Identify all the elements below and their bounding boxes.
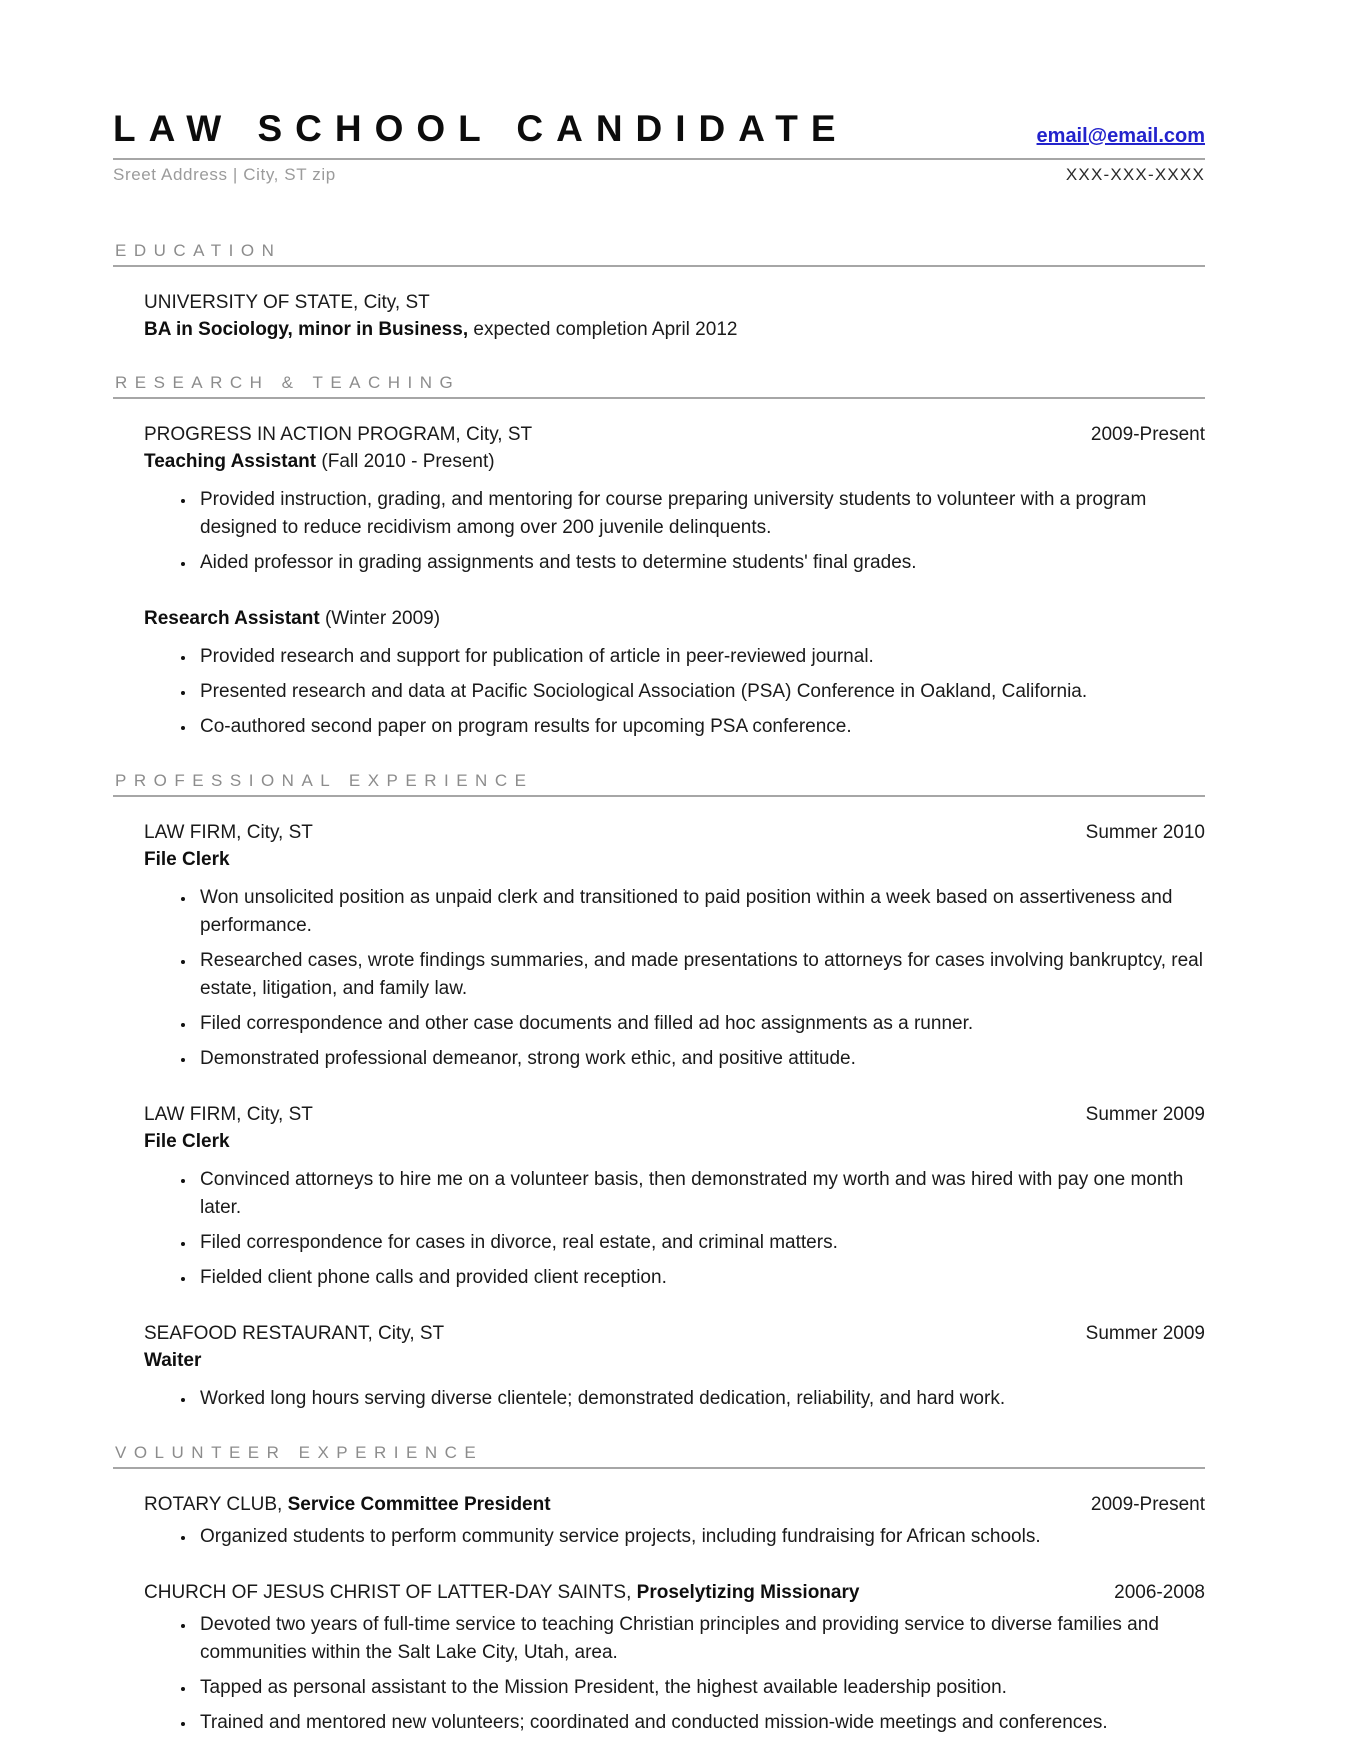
experience-entry — [144, 819, 1205, 1073]
experience-entry — [144, 605, 1205, 741]
entry-bullets — [144, 1611, 1205, 1737]
org-segment-text: LAW FIRM, City, ST — [144, 1103, 313, 1125]
org-name — [144, 819, 1086, 846]
org-segment-text: SEAFOOD RESTAURANT, City, ST — [144, 1322, 445, 1344]
entry-date: 2009-Present — [1090, 423, 1205, 445]
candidate-name: LAW SCHOOL CANDIDATE — [113, 108, 849, 149]
entry-bullets — [144, 1166, 1205, 1292]
entry-heading-line — [144, 1579, 1205, 1606]
header-sub-row — [113, 165, 1205, 185]
phone-number: XXX-XXX-XXXX — [1065, 164, 1205, 184]
bullet-item: • Researched cases, wrote findings summaries, and made presentations to attorneys for cases involving bankruptcy, real estate, litigation, and family law. — [196, 947, 1205, 1003]
section-heading: RESEARCH & TEACHING — [115, 372, 461, 392]
street-address: Sreet Address | City, ST zip — [113, 164, 336, 184]
title-segment-bold: Research Assistant — [144, 607, 320, 629]
entry-bullets — [144, 1385, 1205, 1413]
title-segment-text: expected completion April 2012 — [468, 318, 738, 340]
resume-body — [113, 241, 1205, 1737]
entry-bullets — [144, 1523, 1205, 1551]
bullet-item: • Trained and mentored new volunteers; coordinated and conducted mission-wide meetings and conferences. — [196, 1709, 1205, 1737]
bullet-item: • Filed correspondence for cases in divorce, real estate, and criminal matters. — [196, 1229, 1205, 1257]
title-segment-bold: Teaching Assistant — [144, 450, 317, 472]
section-heading: EDUCATION — [115, 240, 282, 260]
title-segment-text: (Winter 2009) — [319, 607, 441, 629]
experience-entry — [144, 1101, 1205, 1292]
bullet-item: • Filed correspondence and other case documents and filled ad hoc assignments as a runner. — [196, 1010, 1205, 1038]
title-segment-bold: BA in Sociology, minor in Business, — [144, 318, 469, 340]
bullet-item: • Tapped as personal assistant to the Mission President, the highest available leadership position. — [196, 1674, 1205, 1702]
section-divider — [113, 1467, 1205, 1469]
entry-date: Summer 2009 — [1085, 1322, 1205, 1344]
section-divider — [113, 795, 1205, 797]
entry-bullets — [144, 643, 1205, 741]
org-segment-text: PROGRESS IN ACTION PROGRAM, City, ST — [144, 423, 533, 445]
experience-entry — [144, 1320, 1205, 1413]
resume-section — [113, 373, 1205, 741]
section-divider — [113, 265, 1205, 267]
entry-title-line — [144, 605, 1205, 632]
bullet-item: • Presented research and data at Pacific Sociological Association (PSA) Conference in Oakland, California. — [196, 678, 1205, 706]
entry-bullets — [144, 486, 1205, 577]
bullet-item: • Organized students to perform community service projects, including fundraising for African schools. — [196, 1523, 1205, 1551]
bullet-item: • Provided instruction, grading, and mentoring for course preparing university students to volunteer with a program designed to reduce recidivism among over 200 juvenile delinquents. — [196, 486, 1205, 542]
resume-section — [113, 1443, 1205, 1737]
entry-heading-line — [144, 1320, 1205, 1347]
org-segment-text: LAW FIRM, City, ST — [144, 821, 313, 843]
entry-heading-line — [144, 1101, 1205, 1128]
org-name — [144, 421, 1091, 448]
experience-entry — [144, 289, 1205, 343]
entry-title-line — [144, 448, 1205, 475]
entry-title-line — [144, 1347, 1205, 1374]
bullet-item: • Won unsolicited position as unpaid clerk and transitioned to paid position within a week based on assertiveness and performance. — [196, 884, 1205, 940]
section-heading: PROFESSIONAL EXPERIENCE — [115, 770, 534, 790]
title-segment-bold: Waiter — [144, 1349, 202, 1371]
entry-heading-line — [144, 289, 1205, 316]
bullet-item: • Demonstrated professional demeanor, strong work ethic, and positive attitude. — [196, 1045, 1205, 1073]
entry-date: 2006-2008 — [1114, 1581, 1205, 1603]
bullet-item: • Aided professor in grading assignments and tests to determine students' final grades. — [196, 549, 1205, 577]
org-segment-text: UNIVERSITY OF STATE, City, ST — [144, 291, 430, 313]
org-segment-bold: Proselytizing Missionary — [636, 1581, 860, 1603]
bullet-item: • Convinced attorneys to hire me on a volunteer basis, then demonstrated my worth and was hired with pay one month later. — [196, 1166, 1205, 1222]
email-link[interactable]: email@email.com — [1036, 124, 1205, 147]
entry-heading-line — [144, 1491, 1205, 1518]
org-name — [144, 1101, 1086, 1128]
bullet-item: • Devoted two years of full-time service to teaching Christian principles and providing service to diverse families and communities within the Salt Lake City, Utah, area. — [196, 1611, 1205, 1667]
experience-entry — [144, 421, 1205, 577]
entry-date: 2009-Present — [1090, 1493, 1205, 1515]
bullet-item: • Co-authored second paper on program results for upcoming PSA conference. — [196, 713, 1205, 741]
org-segment-text: CHURCH OF JESUS CHRIST OF LATTER-DAY SAINTS, — [144, 1581, 637, 1603]
entry-bullets — [144, 884, 1205, 1073]
org-name — [144, 1491, 1091, 1518]
resume-content — [113, 0, 1205, 1744]
title-segment-text: (Fall 2010 - Present) — [316, 450, 495, 472]
bullet-item: • Provided research and support for publication of article in peer-reviewed journal. — [196, 643, 1205, 671]
entry-title-line — [144, 846, 1205, 873]
resume-section — [113, 241, 1205, 343]
resume-header — [113, 0, 1205, 185]
org-name — [144, 1320, 1086, 1347]
experience-entry — [144, 1579, 1205, 1737]
resume-section — [113, 771, 1205, 1413]
org-name — [144, 1579, 1114, 1606]
section-divider — [113, 397, 1205, 399]
entry-title-line — [144, 1128, 1205, 1155]
entry-heading-line — [144, 819, 1205, 846]
header-top-row — [113, 110, 1205, 149]
title-segment-bold: File Clerk — [144, 848, 230, 870]
entry-date: Summer 2009 — [1085, 1103, 1205, 1125]
section-heading: VOLUNTEER EXPERIENCE — [115, 1442, 484, 1462]
header-divider — [113, 158, 1205, 160]
experience-entry — [144, 1491, 1205, 1551]
org-segment-text: ROTARY CLUB, — [144, 1493, 288, 1515]
entry-heading-line — [144, 421, 1205, 448]
bullet-item: • Worked long hours serving diverse clientele; demonstrated dedication, reliability, and hard work. — [196, 1385, 1205, 1413]
bullet-item: • Fielded client phone calls and provided client reception. — [196, 1264, 1205, 1292]
title-segment-bold: File Clerk — [144, 1130, 230, 1152]
entry-date: Summer 2010 — [1085, 821, 1205, 843]
org-name — [144, 289, 1205, 316]
org-segment-bold: Service Committee President — [287, 1493, 551, 1515]
entry-title-line — [144, 316, 1205, 343]
